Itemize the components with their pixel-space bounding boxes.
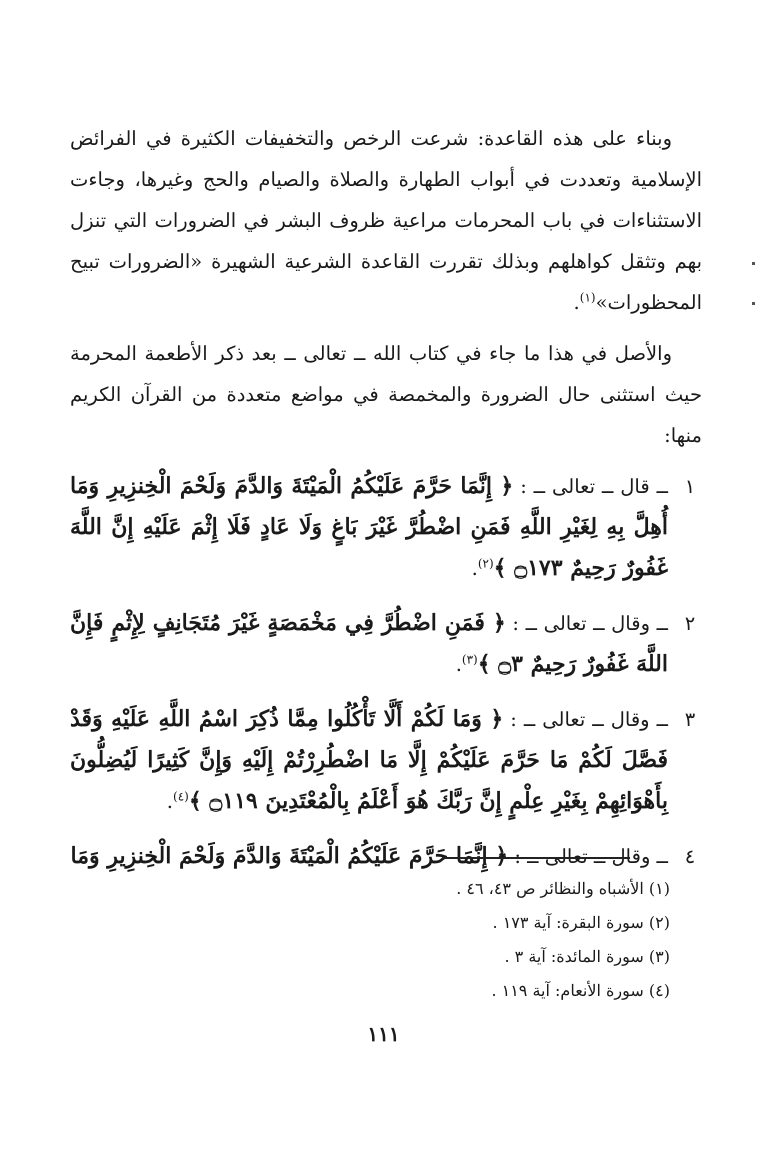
paragraph-intro [70, 118, 702, 323]
paragraph-origin-text: والأصل في هذا ما جاء في كتاب الله ــ تعالى ــ بعد ذكر الأطعمة المحرمة حيث استثنى حال الضرورة والمخمصة في مواضع متعددة من القرآن الكريم منها: [70, 342, 702, 447]
verse-item-number: ٤ [684, 845, 696, 868]
footnote-ref-3: (٣) [461, 652, 478, 667]
verse-lead: ــ وقال ــ تعالى ــ : [512, 612, 668, 635]
footnote: (٢) سورة البقرة: آية ١٧٣ . [492, 913, 670, 932]
verse-lead: ــ وقال ــ تعالى ــ : [510, 708, 668, 731]
page-number: ١١١ [367, 1022, 400, 1046]
verse-item-number: ١ [684, 475, 696, 498]
quran-verse: ﴿ وَمَا لَكُمْ أَلَّا تَأْكُلُوا مِمَّا ذُكِرَ اسْمُ اللَّهِ عَلَيْهِ وَقَدْ فَصَّلَ لَكُمْ مَا حَرَّمَ عَلَيْكُمْ إِلَّا مَا اضْطُرِرْتُمْ إِلَيْهِ وَإِنَّ كَثِيرًا لَيُضِلُّونَ بِأَهْوَائِهِمْ بِغَيْرِ عِلْمٍ إِنَّ رَبَّكَ هُوَ أَعْلَمُ بِالْمُعْتَدِينَ ۝١١٩ ﴾ [70, 706, 668, 814]
footnote-ref-2: (٢) [477, 556, 494, 571]
footnote-separator [442, 857, 630, 859]
verse-item-2 [70, 603, 702, 685]
quran-verse: ﴿ إِنَّمَا حَرَّمَ عَلَيْكُمُ الْمَيْتَةَ وَالدَّمَ وَلَحْمَ الْخِنزِيرِ وَمَا [70, 843, 509, 869]
verse-lead: ــ وقال ــ تعالى ــ : [514, 845, 668, 868]
footnote: (١) الأشباه والنظائر ص ٤٣، ٤٦ . [456, 879, 670, 898]
paragraph-intro-end: . [573, 291, 580, 314]
verse-item-1 [70, 466, 702, 589]
footnote: (٣) سورة المائدة: آية ٣ . [504, 947, 670, 966]
footnote-ref-4: (٤) [173, 789, 189, 804]
footnotes [300, 872, 670, 1008]
quran-verse: ﴿ إِنَّمَا حَرَّمَ عَلَيْكُمُ الْمَيْتَةَ وَالدَّمَ وَلَحْمَ الْخِنزِيرِ وَمَا أُهِلَّ بِهِ لِغَيْرِ اللَّهِ فَمَنِ اضْطُرَّ غَيْرَ بَاغٍ وَلَا عَادٍ فَلَا إِثْمَ عَلَيْهِ إِنَّ اللَّهَ غَفُورٌ رَحِيمٌ ۝١٧٣ ﴾ [70, 473, 668, 581]
paragraph-intro-text: وبناء على هذه القاعدة: شرعت الرخص والتخفيفات الكثيرة في الفرائض الإسلامية وتعددت في أبواب الطهارة والصلاة والصيام والحج وغيرها، وجاءت الاستثناءات في باب المحرمات مراعية ظروف البشر في الضرورات التي تنزل بهم وتثقل كواهلهم وبذلك تقررت القاعدة الشرعية الشهيرة «الضرورات تبيح المحظورات» [70, 127, 702, 314]
verse-lead: ــ قال ــ تعالى ــ : [520, 475, 669, 498]
verse-end: . [455, 653, 462, 676]
verse-end: . [471, 557, 478, 580]
verse-end: . [166, 790, 173, 813]
scan-speck [752, 302, 755, 305]
paragraph-origin [70, 333, 702, 456]
verse-item-number: ٣ [684, 708, 696, 731]
quran-verse: ﴿ فَمَنِ اضْطُرَّ فِي مَخْمَصَةٍ غَيْرَ مُتَجَانِفٍ لِإِثْمٍ فَإِنَّ اللَّهَ غَفُورٌ رَحِيمٌ ۝٣ ﴾ [70, 610, 668, 677]
verse-item-number: ٢ [684, 612, 696, 635]
footnote: (٤) سورة الأنعام: آية ١١٩ . [491, 981, 670, 1000]
scan-speck [752, 262, 755, 265]
verse-item-3 [70, 699, 702, 822]
page-body [70, 118, 702, 891]
footnote-ref-1: (١) [579, 290, 596, 305]
